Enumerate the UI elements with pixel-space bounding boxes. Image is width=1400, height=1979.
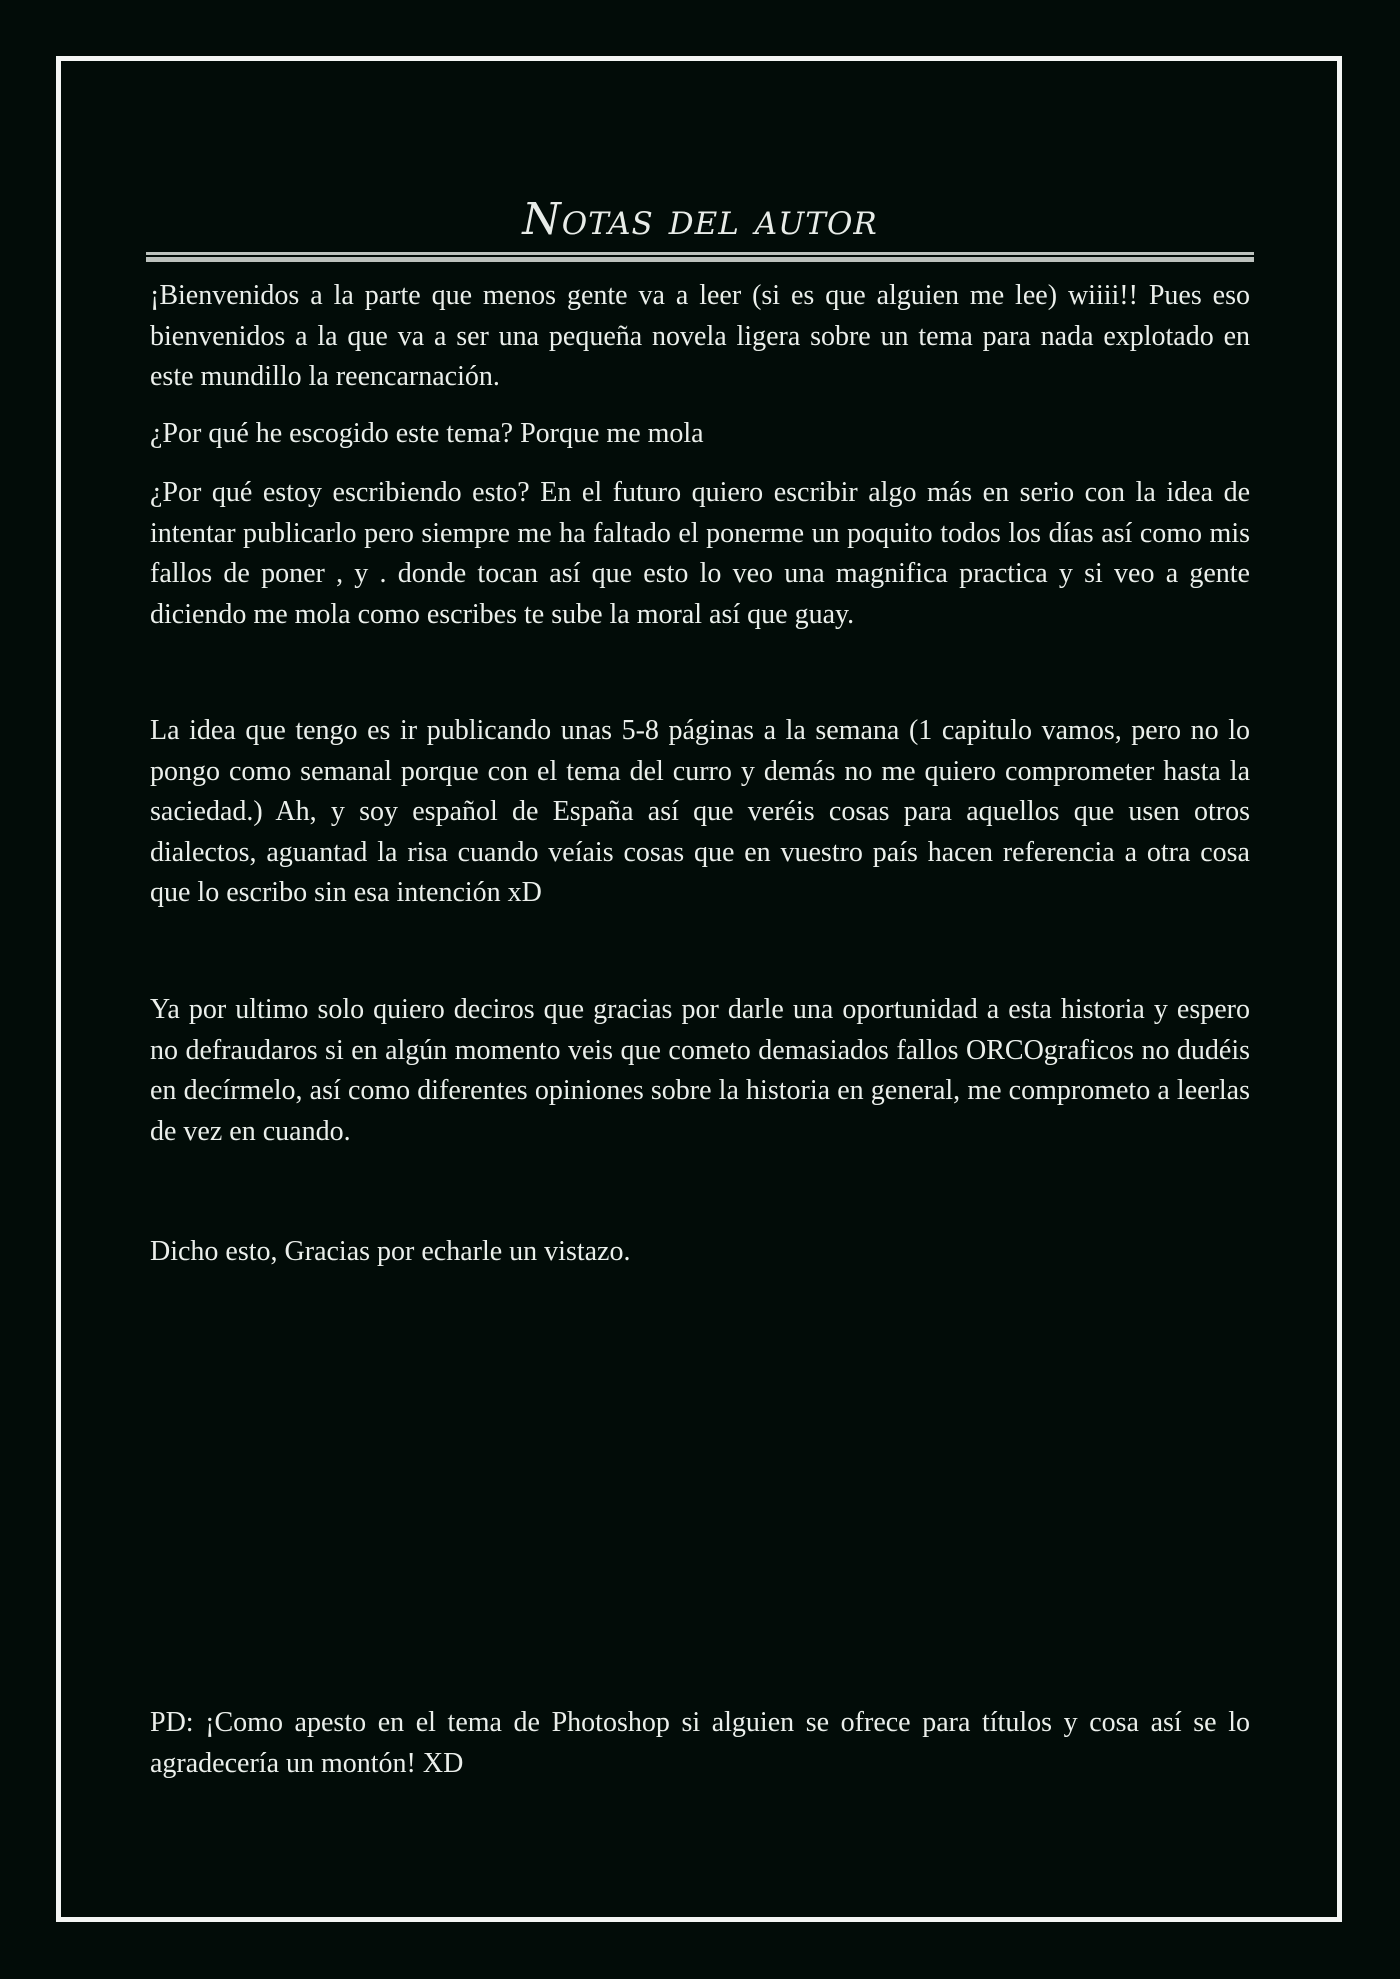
paragraph-postscript: PD: ¡Como apesto en el tema de Photoshop si alguien se ofrece para títulos y cosa así se lo agradecería un montón! XD [150,1707,1250,1779]
paragraph-publishing-plan: La idea que tengo es ir publicando unas 5-8 páginas a la semana (1 capitulo vamos, pero no lo pongo como semanal porque con el tema del curro y demás no me quiero comprometer hasta la saciedad.) Ah, y soy español de España así que veréis cosas para aquellos que usen otros dialectos, aguantad la risa cuando veíais cosas que en vuestro país hacen referencia a otra cosa que lo escribo sin esa intención xD [150,715,1250,908]
page-title: Notas del autor [522,194,878,245]
title-underline-divider [146,252,1254,262]
paragraph-thanks: Ya por ultimo solo quiero deciros que gracias por darle una oportunidad a esta historia y espero no defraudaros si en algún momento veis que cometo demasiados fallos ORCOgraficos no dudéis en decírmelo, así como diferentes opiniones sobre la historia en general, me comprometo a leerlas de vez en cuando. [150,994,1250,1147]
paragraph-closing: Dicho esto, Gracias por echarle un vistazo. [150,1236,631,1267]
paragraph-welcome: ¡Bienvenidos a la parte que menos gente va a leer (si es que alguien me lee) wiiii!! Pues eso bienvenidos a la que va a ser una pequeña novela ligera sobre un tema para nada explotado en este mundillo la reencarnación. [150,280,1250,392]
paragraph-why-topic: ¿Por qué he escogido este tema? Porque me mola [150,418,704,449]
paragraph-why-writing: ¿Por qué estoy escribiendo esto? En el futuro quiero escribir algo más en serio con la idea de intentar publicarlo pero siempre me ha faltado el ponerme un poquito todos los días así como mis fallos de poner , y . donde tocan así que esto lo veo una magnifica practica y si veo a gente diciendo me mola como escribes te sube la moral así que guay. [150,477,1250,630]
